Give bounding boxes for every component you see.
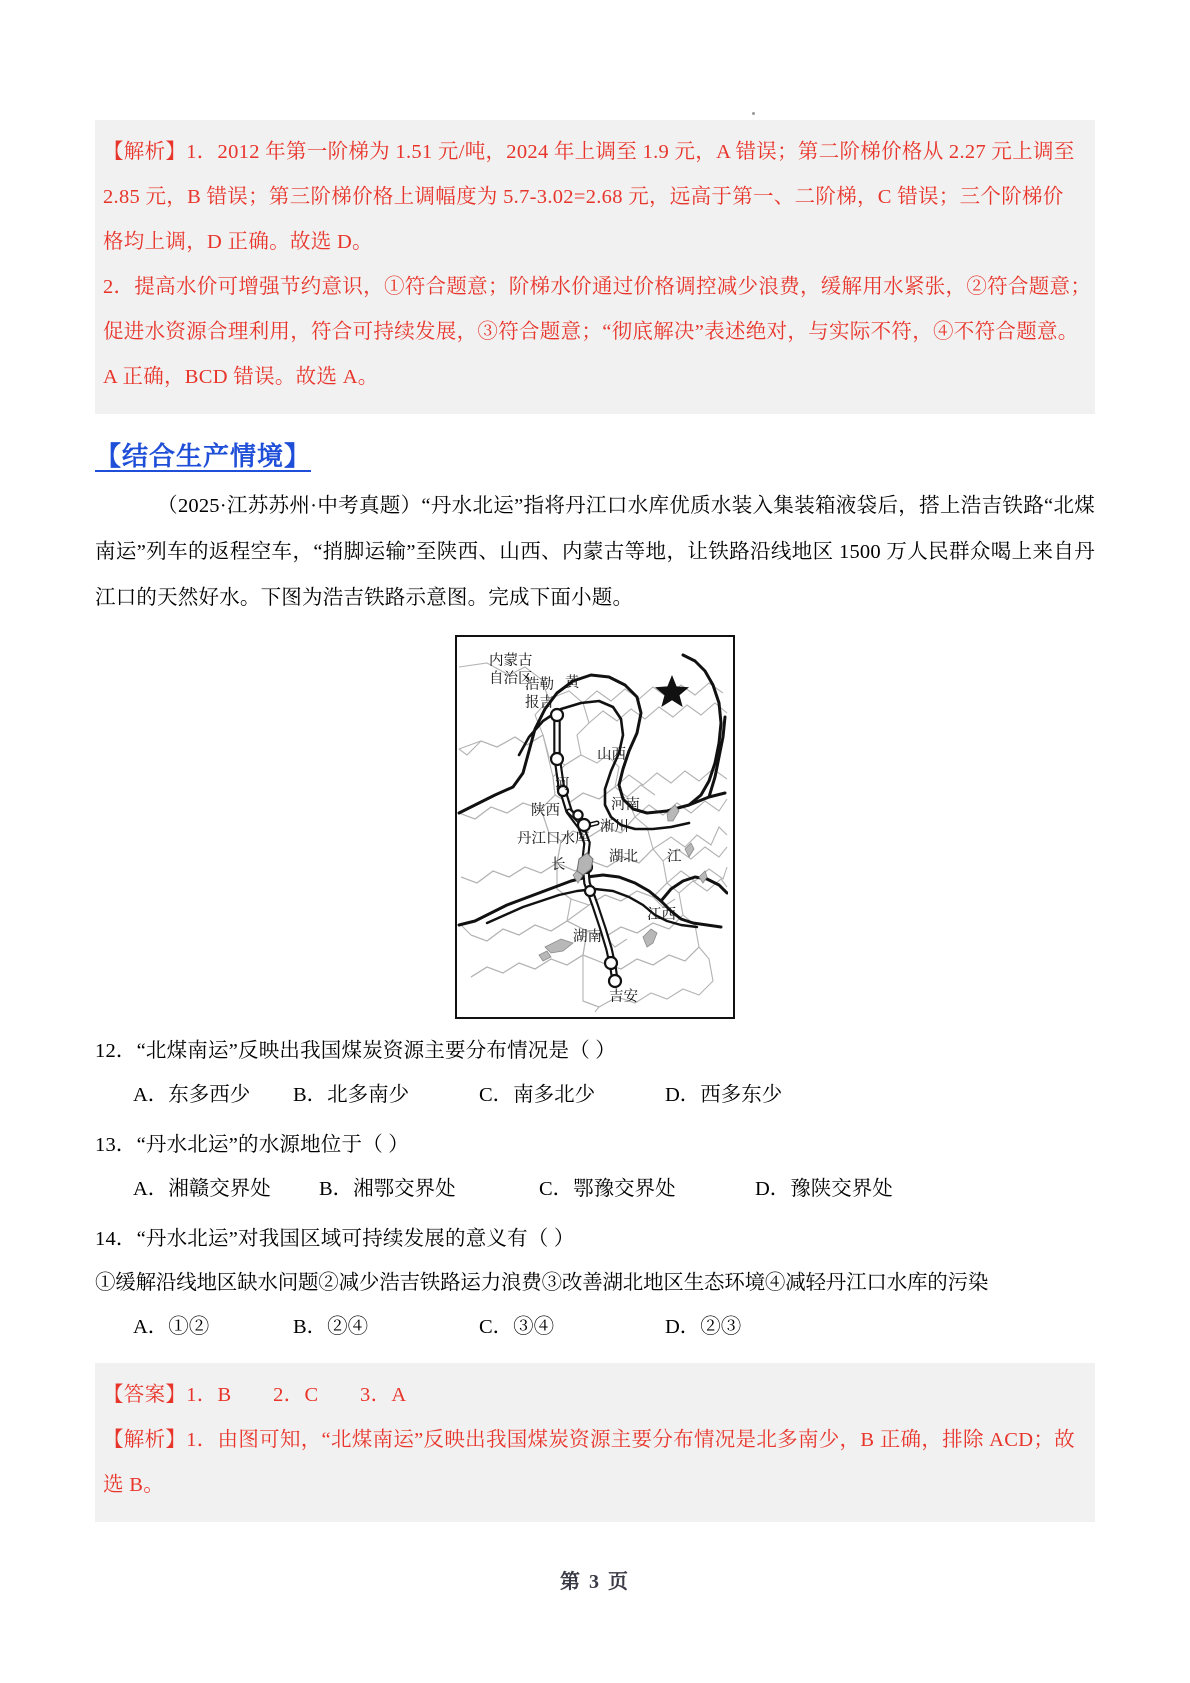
option-14-a[interactable]: A．①② xyxy=(133,1316,210,1338)
question-12-options xyxy=(95,1073,1095,1117)
stem-source: （2025·江苏苏州·中考真题） xyxy=(157,495,422,517)
question-14-statement-list: ①缓解沿线地区缺水问题②减少浩吉铁路运力浪费③改善湖北地区生态环境④减轻丹江口水库的污染 xyxy=(95,1272,989,1294)
map-label-xichuan: 淅川 xyxy=(600,819,629,835)
option-12-c[interactable]: C．南多北少 xyxy=(479,1084,596,1106)
analysis-line: 2．提高水价可增强节约意识，①符合题意；阶梯水价通过价格调控减少浪费，缓解用水紧张，②符合题意； xyxy=(103,276,1092,298)
option-14-d[interactable]: D．②③ xyxy=(665,1316,742,1338)
map-label-jiangxi: 江西 xyxy=(647,907,676,923)
option-13-c[interactable]: C．鄂豫交界处 xyxy=(539,1178,676,1200)
answer-line: 【答案】1．B 2．C 3．A xyxy=(103,1384,407,1406)
map-label-danjiangkou: 丹江口水库 xyxy=(517,831,590,847)
figure-container xyxy=(95,635,1095,1019)
analysis-line: 2.85 元，B 错误；第三阶梯价格上调幅度为 5.7-3.02=2.68 元，远高于第一、二阶梯，C 错误；三个阶梯价 xyxy=(103,186,1064,208)
question-13 xyxy=(95,1123,1095,1167)
map-label-neimenggu: 内蒙古 xyxy=(489,653,533,669)
map-label-zizhiqu: 自治区 xyxy=(489,671,533,687)
question-12-text: “北煤南运”反映出我国煤炭资源主要分布情况是（ ） xyxy=(136,1040,616,1062)
option-12-d[interactable]: D．西多东少 xyxy=(665,1084,783,1106)
map-label-shaanxi: 陕西 xyxy=(531,803,560,819)
option-13-a[interactable]: A．湘赣交界处 xyxy=(133,1178,271,1200)
province-boundaries xyxy=(459,663,727,1012)
map-label-he: 河 xyxy=(555,777,570,793)
map-label-jiang: 江 xyxy=(667,849,682,865)
answer-analysis-line: 选 B。 xyxy=(103,1474,164,1496)
option-13-d[interactable]: D．豫陕交界处 xyxy=(755,1178,893,1200)
option-12-b[interactable]: B．北多南少 xyxy=(293,1084,410,1106)
section-heading: 【结合生产情境】 xyxy=(95,442,312,471)
map-label-jian: 吉安 xyxy=(609,989,638,1005)
question-14 xyxy=(95,1217,1095,1261)
question-13-number: 13． xyxy=(95,1134,137,1156)
map-label-shanxi: 山西 xyxy=(597,747,626,763)
question-14-text: “丹水北运”对我国区域可持续发展的意义有（ ） xyxy=(136,1228,575,1250)
map-label-chang: 长 xyxy=(551,857,566,873)
option-13-b[interactable]: B．湘鄂交界处 xyxy=(319,1178,456,1200)
map-figure xyxy=(455,635,735,1019)
analysis-line: 【解析】1．2012 年第一阶梯为 1.51 元/吨，2024 年上调至 1.9 元，A 错误；第二阶梯价格从 2.27 元上调至 xyxy=(103,141,1075,163)
haoji-railway-map-svg xyxy=(457,637,728,1012)
option-12-a[interactable]: A．东多西少 xyxy=(133,1084,251,1106)
page-content xyxy=(95,120,1095,1522)
map-label-hunan: 湖南 xyxy=(573,929,602,945)
analysis-line: 格均上调，D 正确。故选 D。 xyxy=(103,231,373,253)
map-label-haole: 浩勒 xyxy=(525,677,554,693)
question-stem xyxy=(95,483,1095,621)
question-13-options xyxy=(95,1167,1095,1211)
answer-analysis-line: 【解析】1．由图可知，“北煤南运”反映出我国煤炭资源主要分布情况是北多南少，B 正确，排除 ACD；故 xyxy=(103,1429,1075,1451)
option-14-b[interactable]: B．②④ xyxy=(293,1316,369,1338)
option-14-c[interactable]: C．③④ xyxy=(479,1316,555,1338)
stem-text: “丹水北运”指将丹江口水库优质水装入集装箱液袋后，搭上浩吉铁路“北煤南运”列车的返程空车，“捎脚运输”至陕西、山西、内蒙古等地，让铁路沿线地区 1500 万人民群众喝上来自丹江口的天然好水。下图为浩吉铁路示意图。完成下面小题。 xyxy=(95,495,1095,609)
analysis-line: 促进水资源合理利用，符合可持续发展，③符合题意；“彻底解决”表述绝对，与实际不符，④不符合题意。 xyxy=(103,321,1079,343)
map-label-henan: 河南 xyxy=(611,797,640,813)
capital-star-icon xyxy=(655,675,689,707)
page-footer: 第 3 页 xyxy=(560,1571,630,1593)
question-12 xyxy=(95,1029,1095,1073)
question-14-number: 14． xyxy=(95,1228,137,1250)
analysis-block-top xyxy=(95,120,1095,414)
question-14-options xyxy=(95,1305,1095,1349)
map-label-huang: 黄 xyxy=(565,675,580,691)
page-artifact-dot xyxy=(752,112,755,115)
section-heading-wrap xyxy=(95,414,1095,483)
map-label-hubei: 湖北 xyxy=(609,849,638,865)
question-12-number: 12． xyxy=(95,1040,137,1062)
analysis-line: A 正确，BCD 错误。故选 A。 xyxy=(103,366,379,388)
question-13-text: “丹水北运”的水源地位于（ ） xyxy=(136,1134,409,1156)
map-label-baoji: 报吉 xyxy=(525,695,554,711)
answer-block-bottom xyxy=(95,1363,1095,1522)
